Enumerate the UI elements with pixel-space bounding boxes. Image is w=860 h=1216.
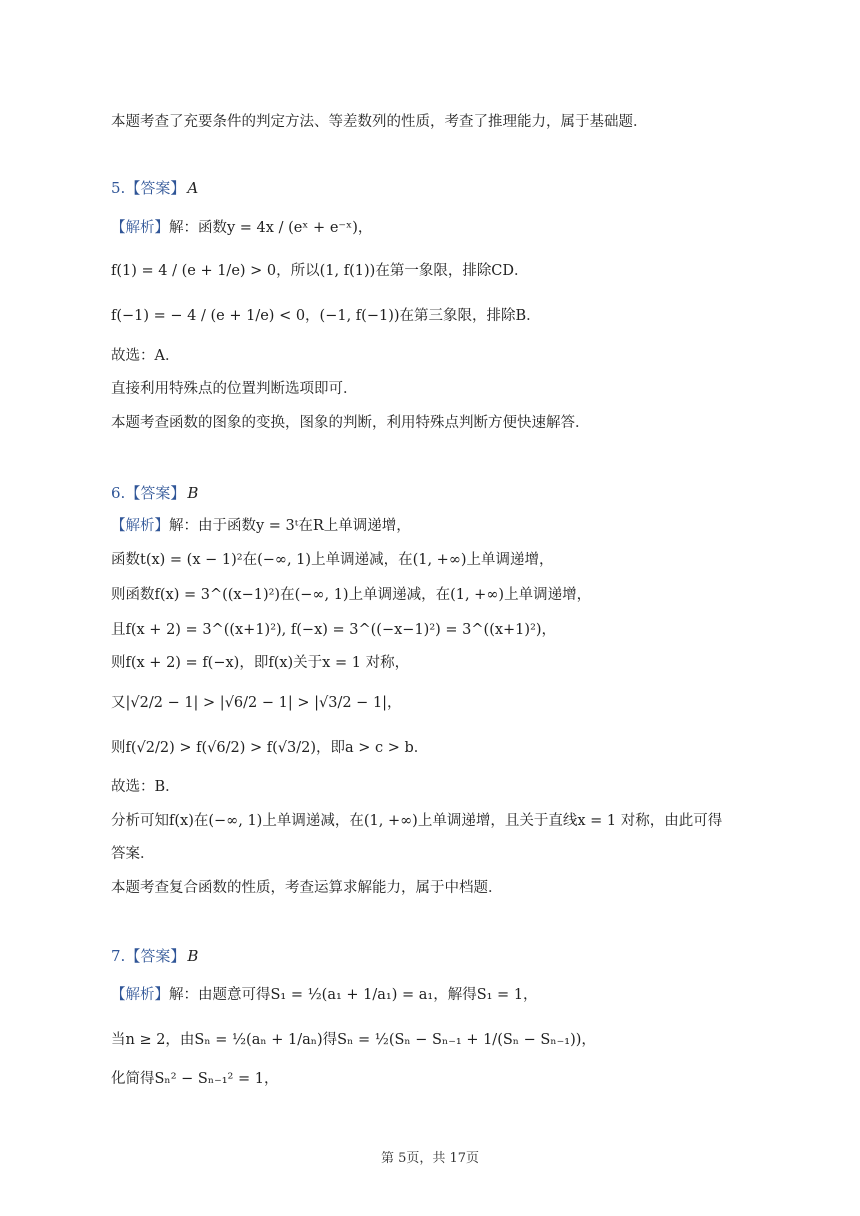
q5-number: 5. <box>111 179 126 197</box>
q6-line-4: 且f(x + 2) = 3^((x+1)²), f(−x) = 3^((−x−1)²) = 3^((x+1)²)， <box>111 622 557 638</box>
q6-line-5: 则f(x + 2) = f(−x)，即f(x)关于x = 1 对称， <box>111 655 410 671</box>
q6-line-2: 函数t(x) = (x − 1)²在(−∞, 1)上单调递减，在(1, +∞)上单调递增， <box>111 552 554 568</box>
q7-heading <box>111 945 198 967</box>
q5-answer-tag: 【答案】 <box>125 179 186 197</box>
q6-line-10: 答案． <box>111 846 155 862</box>
q5-heading <box>111 177 198 199</box>
intro-text: 本题考查了充要条件的判定方法、等差数列的性质，考查了推理能力，属于基础题． <box>111 114 648 130</box>
q7-answer: B <box>187 947 199 965</box>
q7-answer-tag: 【答案】 <box>125 947 186 965</box>
q7-line-2: 当n ≥ 2，由Sₙ = ½(aₙ + 1/aₙ)得Sₙ = ½(Sₙ − Sₙ₋₁ + 1/(Sₙ − Sₙ₋₁))， <box>111 1032 596 1048</box>
q6-analysis-tag: 【解析】 <box>111 518 169 534</box>
q7-number: 7. <box>111 947 126 965</box>
q7-line-3: 化简得Sₙ² − Sₙ₋₁² = 1， <box>111 1071 279 1087</box>
q6-line-1-text: 解：由于函数y = 3ᵗ在R上单调递增， <box>169 518 411 534</box>
q5-answer: A <box>187 179 199 197</box>
page-footer: 第 5页，共 17页 <box>380 1151 480 1166</box>
q7-line-1 <box>111 984 760 1006</box>
q5-line-5: 直接利用特殊点的位置判断选项即可． <box>111 381 358 397</box>
q5-analysis-tag: 【解析】 <box>111 220 169 236</box>
q5-line-3: f(−1) = − 4 / (e + 1/e) < 0，(−1, f(−1))在第三象限，排除B． <box>111 308 541 324</box>
q5-line-6: 本题考查函数的图象的变换，图象的判断，利用特殊点判断方便快速解答． <box>111 415 590 431</box>
q6-answer-tag: 【答案】 <box>125 484 186 502</box>
q7-line-1-text: 解：由题意可得S₁ = ½(a₁ + 1/a₁) = a₁，解得S₁ = 1， <box>169 987 538 1003</box>
q6-line-7: 则f(√2/2) > f(√6/2) > f(√3/2)，即a > c > b． <box>111 740 429 756</box>
q6-line-8: 故选：B． <box>111 779 180 795</box>
q6-answer: B <box>187 484 199 502</box>
q5-line-2: f(1) = 4 / (e + 1/e) > 0，所以(1, f(1))在第一象限，排除CD． <box>111 263 529 279</box>
q6-line-11: 本题考查复合函数的性质，考查运算求解能力，属于中档题． <box>111 880 503 896</box>
q6-line-9: 分析可知f(x)在(−∞, 1)上单调递减，在(1, +∞)上单调递增，且关于直线x = 1 对称，由此可得 <box>111 813 723 829</box>
q5-line-1 <box>111 217 760 239</box>
q7-analysis-tag: 【解析】 <box>111 987 169 1003</box>
q5-line-4: 故选：A． <box>111 348 180 364</box>
q6-number: 6. <box>111 484 126 502</box>
q6-line-3: 则函数f(x) = 3^((x−1)²)在(−∞, 1)上单调递减，在(1, +∞)上单调递增， <box>111 587 592 603</box>
q6-line-6: 又|√2/2 − 1| > |√6/2 − 1| > |√3/2 − 1|， <box>111 695 402 711</box>
q5-line-1-text: 解：函数y = 4x / (eˣ + e⁻ˣ)， <box>169 220 373 236</box>
q6-heading <box>111 482 198 504</box>
q6-line-1 <box>111 515 760 537</box>
